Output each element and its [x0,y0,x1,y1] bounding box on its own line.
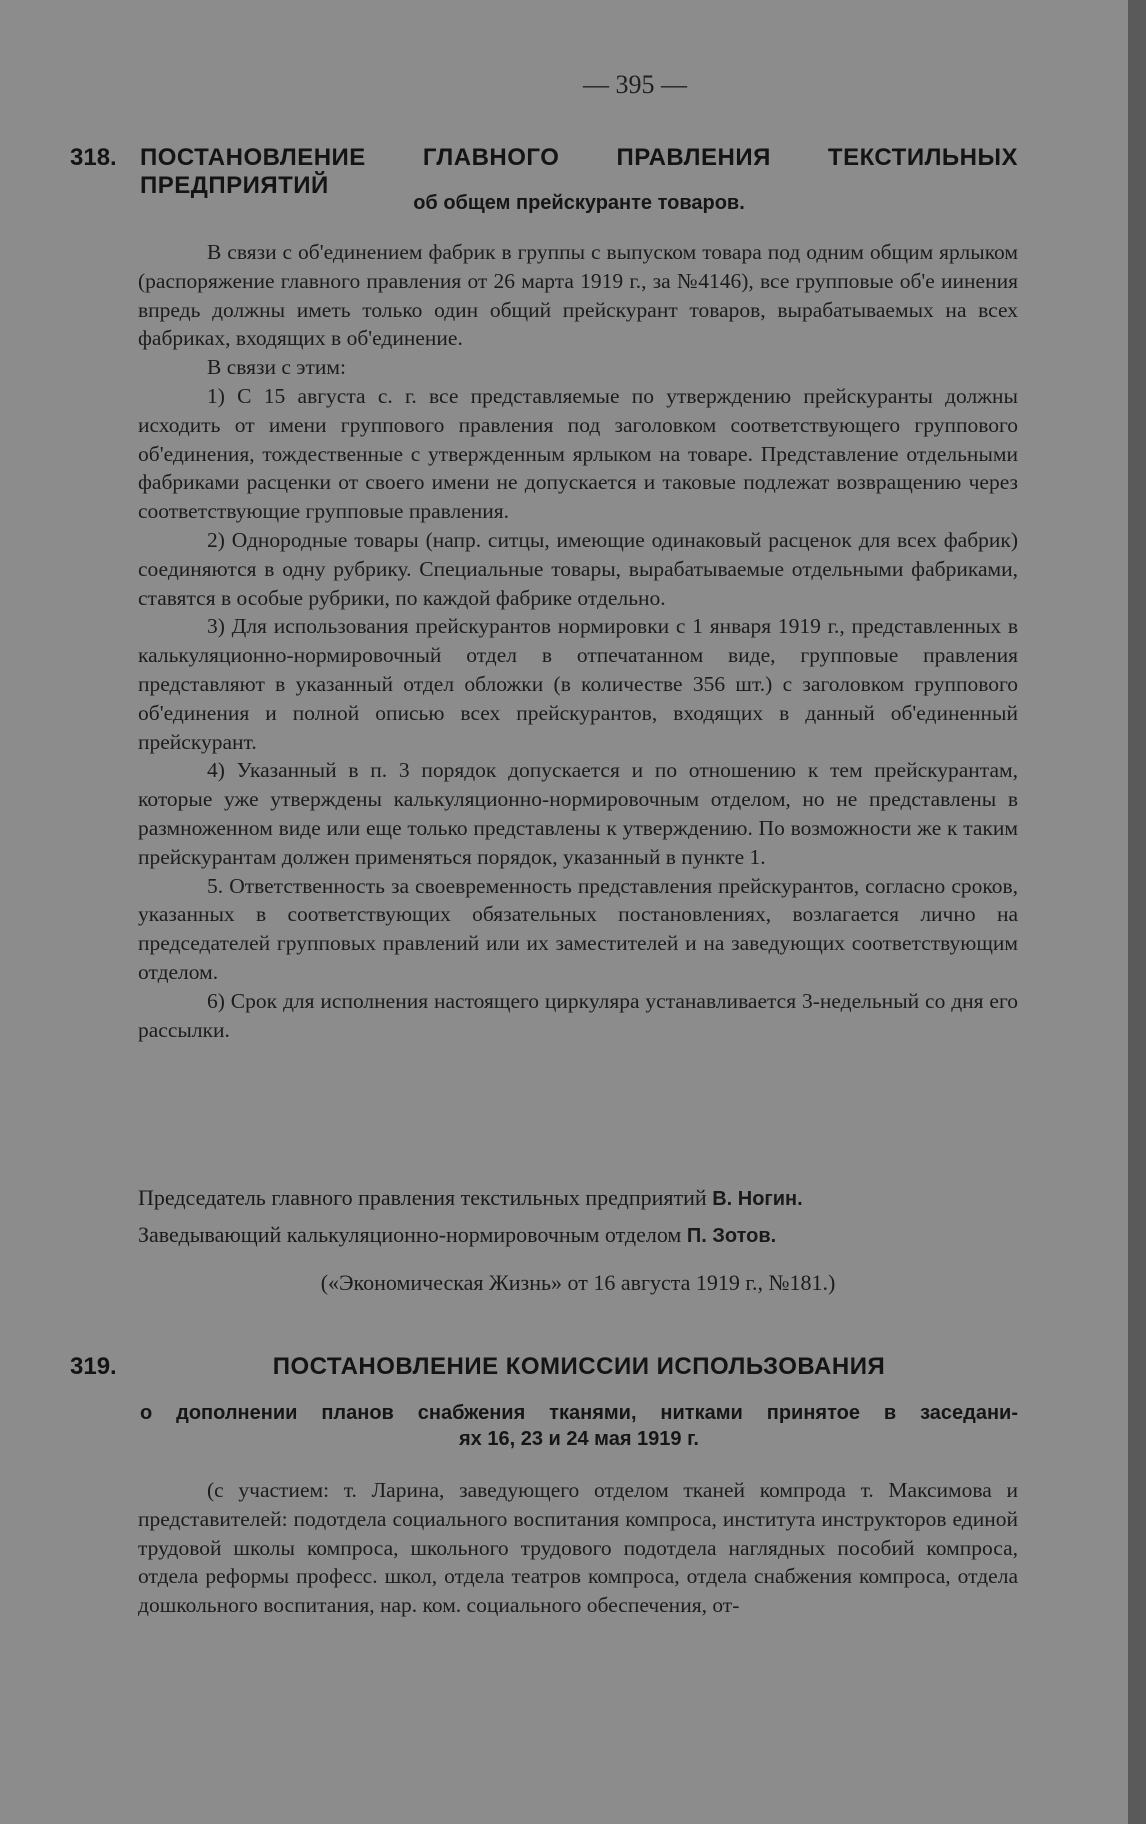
paragraph: 4) Указанный в п. 3 порядок допускается и по отношению к тем прейскурантам, которые уже утверждены калькуляционно-нормировочным отделом, но не представлены в размноженном виде или еще только представлены к утверждению. По возможности же к таким прейскурантам должен применяться порядок, указанный в пункте 1. [138,758,1018,869]
paragraph: 2) Однородные товары (напр. ситцы, имеющие одинаковый расценок для всех фабрик) соединяются в одну рубрику. Специальные товары, вырабатываемые отдельными фабриками, ставятся в особые рубрики, по каждой фабрике отдельно. [138,527,1018,610]
doc-318-subtitle: об общем прейскуранте товаров. [413,192,745,214]
source-citation: («Экономическая Жизнь» от 16 августа 1919 г., №181.) [320,1270,836,1295]
paragraph: 1) С 15 августа с. г. все представляемые по утверждению прейскуранты должны исходить от имени группового правления под заголовком соответствующего группового об'единения, тождественные с утвержденным ярлыком на товаре. Представление отдельными фабриками расценки от своего имени не допускается и таковые подлежат возвращению через соответствующие групповые правления. [138,383,1018,524]
doc-318-title: ПОСТАНОВЛЕНИЕ ГЛАВНОГО ПРАВЛЕНИЯ ТЕКСТИЛЬНЫХ ПРЕДПРИЯТИЙ [140,144,1018,199]
doc-319-subtitle-line1: о дополнении планов снабжения тканями, нитками принятое в заседани- [140,1402,1018,1424]
paragraph: 6) Срок для исполнения настоящего циркуляра устанавливается 3-недельный со дня его рассылки. [138,988,1018,1042]
paragraph: 5. Ответственность за своевременность представления прейскурантов, согласно сроков, указанных в соответствующих обязательных постановлениях, возлагается лично на председателей групповых правлений или их заместителей и на заведующих соответствующим отделом. [138,873,1018,984]
signature-block [138,1180,1018,1254]
signature-chairman-name: В. Ногин. [712,1188,803,1210]
signature-chairman [138,1180,1018,1217]
doc-319-body [138,1476,1018,1620]
paragraph: (с участием: т. Ларина, заведующего отделом тканей компрода т. Максимова и представителей: подотдела социального воспитания компроса, института инструкторов единой трудовой школы компроса, школьного трудового подотдела наглядных пособий компроса, отдела реформы професс. школ, отдела театров компроса, отдела снабжения компроса, отдела дошкольного воспитания, нар. ком. социального обеспечения, от- [138,1478,1018,1618]
doc-319-title: ПОСТАНОВЛЕНИЕ КОМИССИИ ИСПОЛЬЗОВАНИЯ [272,1353,886,1380]
doc-319-number: 319. [70,1353,117,1380]
signature-manager [138,1217,1018,1254]
paragraph: В связи с об'единением фабрик в группы с выпуском товара под одним общим ярлыком (распоряжение главного правления от 26 марта 1919 г., за №4146), все групповые об'е иинения впредь должны иметь только один общий прейскурант товаров, вырабатываемых на всех фабриках, входящих в об'единение. [138,240,1018,351]
paragraph: 3) Для использования прейскурантов нормировки с 1 января 1919 г., представленных в калькуляционно-нормировочный отдел в отпечатанном виде, групповые правления представляют в указанный отдел обложки (в количестве 356 шт.) с заголовком группового об'единения и полной описью всех прейскурантов, входящих в данный об'единенный прейскурант. [138,614,1018,754]
paragraph: В связи с этим: [207,355,347,380]
doc-318-body [138,238,1018,1044]
signature-manager-title: Заведывающий калькуляционно-нормировочным отделом [138,1222,682,1247]
page-number: — 395 — [583,70,687,99]
signature-manager-name: П. Зотов. [686,1225,777,1247]
doc-319-subtitle-line2: ях 16, 23 и 24 мая 1919 г. [459,1428,699,1450]
doc-318-number: 318. [70,144,117,171]
signature-chairman-title: Председатель главного правления текстильных предприятий [138,1185,707,1210]
